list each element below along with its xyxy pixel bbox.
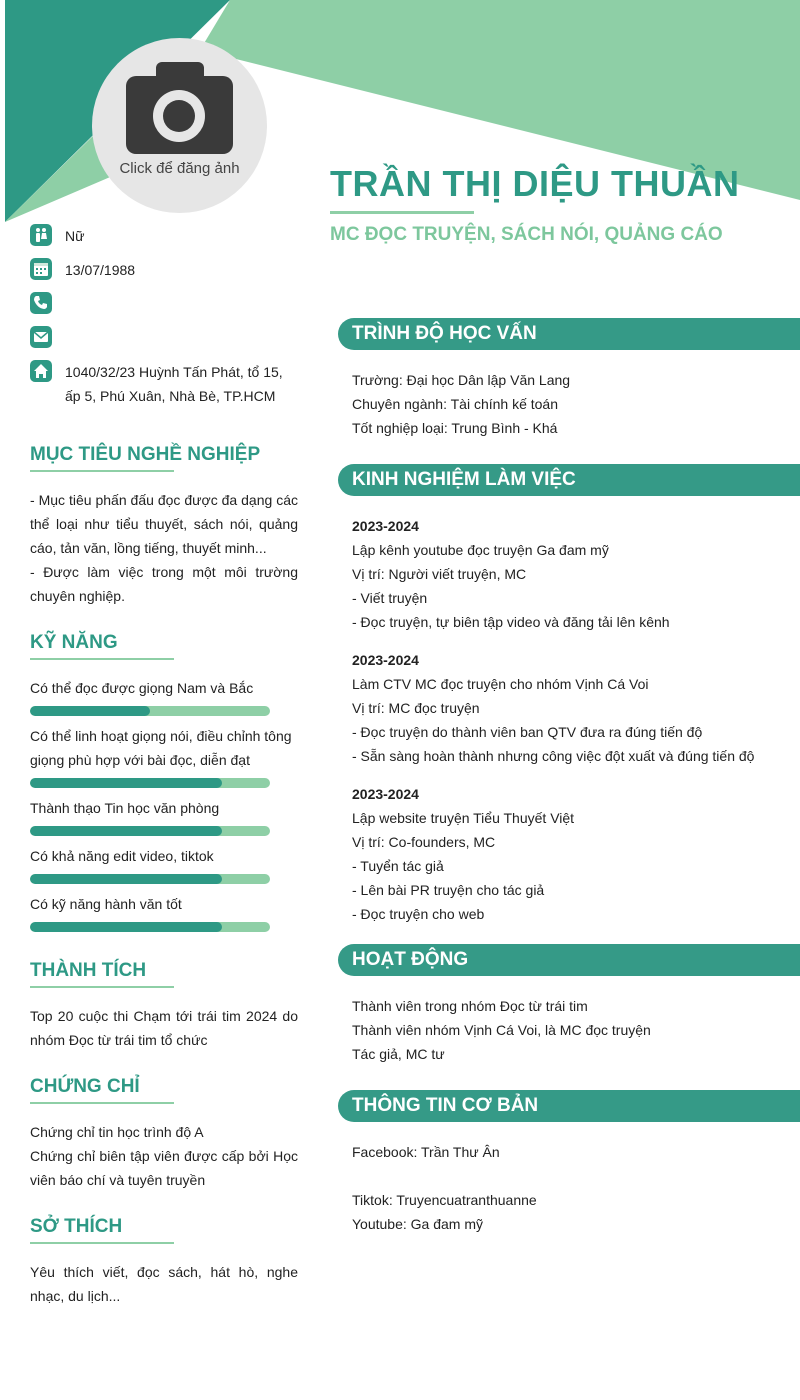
calendar-icon [30, 258, 52, 280]
experience-year: 2023-2024 [352, 652, 419, 668]
skills-list [30, 676, 298, 932]
skill-level-fill [30, 826, 222, 836]
right-column [338, 318, 800, 1236]
experience-line: - Đọc truyện, tự biên tập video và đăng tải lên kênh [352, 614, 670, 630]
job-title: MC ĐỌC TRUYỆN, SÁCH NÓI, QUẢNG CÁO [330, 224, 723, 245]
contact-email [30, 326, 298, 350]
skill-level-fill [30, 874, 222, 884]
experience-item [352, 648, 800, 768]
skill-item [30, 676, 298, 716]
home-icon [30, 360, 52, 382]
experience-line: - Sẵn sàng hoàn thành nhưng công việc đột xuất và đúng tiến độ [352, 748, 755, 764]
skill-level-bar [30, 778, 270, 788]
objective-title: MỤC TIÊU NGHỀ NGHIỆP [30, 444, 298, 472]
basic-info-body [338, 1122, 800, 1236]
objective-text-1: - Mục tiêu phấn đấu đọc được đa dạng các thể loại như tiểu thuyết, sách nói, quảng cáo, tản văn, lồng tiếng, thuyết minh... [30, 492, 298, 556]
contact-address [30, 360, 298, 408]
skill-label: Có thể đọc được giọng Nam và Bắc [30, 680, 254, 696]
achievements-text: Top 20 cuộc thi Chạm tới trái tim 2024 do nhóm Đọc từ trái tim tổ chức [30, 1008, 298, 1048]
address-value: 1040/32/23 Huỳnh Tấn Phát, tổ 15, ấp 5, Phú Xuân, Nhà Bè, TP.HCM [65, 364, 283, 404]
facebook-line: Facebook: Trần Thư Ân [352, 1144, 500, 1160]
left-column [30, 224, 298, 1308]
contact-phone [30, 292, 298, 316]
objective-text-2: - Được làm việc trong một môi trường chuyên nghiệp. [30, 564, 298, 604]
education-title: TRÌNH ĐỘ HỌC VẤN [338, 318, 800, 350]
tiktok-line: Tiktok: Truyencuatranthuanne [352, 1192, 537, 1208]
skill-level-bar [30, 922, 270, 932]
activity-line: Tác giả, MC tư [352, 1046, 445, 1062]
skill-label: Thành thạo Tin học văn phòng [30, 800, 220, 816]
certificates-title: CHỨNG CHỈ [30, 1076, 298, 1104]
education-line: Tốt nghiệp loại: Trung Bình - Khá [352, 420, 558, 436]
skill-item [30, 892, 298, 932]
skill-level-bar [30, 826, 270, 836]
gender-icon [30, 224, 52, 246]
contact-gender [30, 224, 298, 248]
activity-line: Thành viên nhóm Vịnh Cá Voi, là MC đọc truyện [352, 1022, 651, 1038]
skill-item [30, 844, 298, 884]
experience-line: Lập kênh youtube đọc truyện Ga đam mỹ [352, 542, 609, 558]
contact-dob [30, 258, 298, 282]
achievements-title: THÀNH TÍCH [30, 960, 298, 988]
skill-item [30, 724, 298, 788]
experience-line: - Tuyển tác giả [352, 858, 444, 874]
skill-label: Có thể linh hoạt giọng nói, điều chỉnh tông giọng phù hợp với bài đọc, diễn đạt [30, 728, 292, 768]
experience-line: Vị trí: Người viết truyện, MC [352, 566, 527, 582]
skill-level-fill [30, 922, 222, 932]
certificate-item: Chứng chỉ tin học trình độ A [30, 1124, 204, 1140]
activity-line: Thành viên trong nhóm Đọc từ trái tim [352, 998, 588, 1014]
experience-line: - Đọc truyện do thành viên ban QTV đưa ra đúng tiến độ [352, 724, 703, 740]
activities-title: HOẠT ĐỘNG [338, 944, 800, 976]
experience-title: KINH NGHIỆM LÀM VIỆC [338, 464, 800, 496]
skill-level-fill [30, 778, 222, 788]
experience-item [352, 514, 800, 634]
education-line: Chuyên ngành: Tài chính kế toán [352, 396, 559, 412]
name-underline [330, 211, 474, 214]
skill-item [30, 796, 298, 836]
education-line: Trường: Đại học Dân lập Văn Lang [352, 372, 571, 388]
camera-icon [126, 62, 233, 154]
basic-info-title: THÔNG TIN CƠ BẢN [338, 1090, 800, 1122]
experience-year: 2023-2024 [352, 518, 419, 534]
experience-line: - Đọc truyện cho web [352, 906, 485, 922]
phone-icon [30, 292, 52, 314]
certificate-item: Chứng chỉ biên tập viên được cấp bởi Học viên báo chí và tuyên truyền [30, 1148, 298, 1188]
candidate-name: TRẦN THỊ DIỆU THUẦN [330, 163, 740, 204]
hobbies-text: Yêu thích viết, đọc sách, hát hò, nghe nhạc, du lịch... [30, 1264, 298, 1304]
skill-level-fill [30, 706, 150, 716]
experience-line: - Lên bài PR truyện cho tác giả [352, 882, 545, 898]
upload-photo-label: Click để đăng ảnh [119, 160, 240, 177]
skill-label: Có kỹ năng hành văn tốt [30, 896, 182, 912]
dob-value: 13/07/1988 [65, 262, 136, 278]
email-icon [30, 326, 52, 348]
gender-value: Nữ [65, 228, 85, 244]
experience-line: - Viết truyện [352, 590, 428, 606]
education-body [338, 350, 800, 440]
skill-label: Có khả năng edit video, tiktok [30, 848, 214, 864]
experience-year: 2023-2024 [352, 786, 419, 802]
experience-line: Vị trí: MC đọc truyện [352, 700, 480, 716]
skill-level-bar [30, 874, 270, 884]
profile-photo-upload[interactable] [92, 38, 267, 213]
experience-line: Vị trí: Co-founders, MC [352, 834, 496, 850]
youtube-line: Youtube: Ga đam mỹ [352, 1216, 484, 1232]
experience-list [338, 496, 800, 926]
skills-title: KỸ NĂNG [30, 632, 298, 660]
activities-body [338, 976, 800, 1066]
skill-level-bar [30, 706, 270, 716]
hobbies-title: SỞ THÍCH [30, 1216, 298, 1244]
experience-item [352, 782, 800, 926]
experience-line: Lập website truyện Tiểu Thuyết Việt [352, 810, 575, 826]
experience-line: Làm CTV MC đọc truyện cho nhóm Vịnh Cá Voi [352, 676, 649, 692]
